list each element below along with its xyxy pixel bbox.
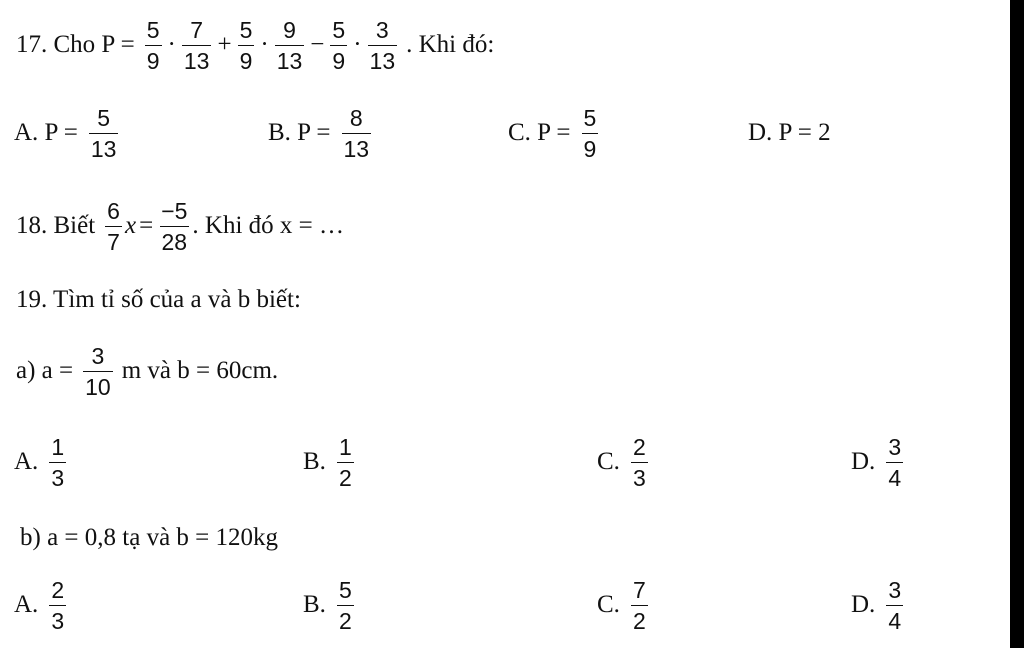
q17-fraction-5: $\frac{5}{9}$ — [332, 16, 346, 74]
q17-prefix: 17. Cho P = — [16, 31, 135, 58]
question-17 — [16, 15, 494, 75]
q17-fraction-1: $\frac{5}{9}$ — [146, 16, 160, 74]
q19a-option-d[interactable]: D. $\frac{3}{4}$ — [851, 433, 902, 491]
question-19-title: 19. Tìm tỉ số của a và b biết: — [16, 286, 301, 313]
q19b-option-d-fraction: $\frac{3}{4}$ — [888, 576, 902, 634]
q19a-option-a[interactable]: A. $\frac{1}{3}$ — [14, 433, 65, 491]
q17-option-b[interactable]: B. P = $\frac{8}{13}$ — [268, 104, 370, 162]
q18-fraction-left: $\frac{6}{7}$ — [107, 197, 120, 255]
q17-operator-3: · — [260, 31, 269, 58]
q19a-option-b-fraction: $\frac{1}{2}$ — [338, 433, 352, 491]
q17-operator-2: + — [217, 31, 232, 58]
q17-option-a-fraction: $\frac{5}{13}$ — [90, 104, 117, 162]
q19b-option-a-fraction: $\frac{2}{3}$ — [51, 576, 65, 634]
question-19a — [16, 341, 278, 401]
q19b-option-b[interactable]: B. $\frac{5}{2}$ — [303, 576, 352, 634]
q17-fraction-2: $\frac{7}{13}$ — [183, 16, 210, 74]
q19b-option-c[interactable]: C. $\frac{7}{2}$ — [597, 576, 646, 634]
right-edge-border — [1010, 0, 1024, 648]
q19a-option-b[interactable]: B. $\frac{1}{2}$ — [303, 433, 352, 491]
q18-equals: = — [139, 212, 154, 239]
q18-suffix: . Khi đó x = … — [192, 212, 345, 239]
q19a-prefix: a) a = — [16, 357, 74, 384]
q18-prefix: 18. Biết — [16, 212, 96, 239]
q17-fraction-3: $\frac{5}{9}$ — [239, 16, 253, 74]
q17-operator-4: − — [310, 31, 325, 58]
q17-option-d[interactable]: D. P = 2 — [748, 119, 831, 146]
q17-option-c-fraction: $\frac{5}{9}$ — [583, 104, 597, 162]
q17-operator-1: · — [167, 31, 176, 58]
q17-suffix: . Khi đó: — [406, 31, 495, 58]
q19b-option-d[interactable]: D. $\frac{3}{4}$ — [851, 576, 902, 634]
q17-option-a[interactable]: A. P = $\frac{5}{13}$ — [14, 104, 117, 162]
q17-option-c[interactable]: C. P = $\frac{5}{9}$ — [508, 104, 597, 162]
q18-fraction-right: $\frac{-5}{28}$ — [161, 197, 188, 255]
q17-option-b-fraction: $\frac{8}{13}$ — [343, 104, 370, 162]
q17-fraction-4: $\frac{9}{13}$ — [276, 16, 303, 74]
q19a-option-a-fraction: $\frac{1}{3}$ — [51, 433, 65, 491]
q18-variable: x — [124, 212, 137, 239]
question-19b: b) a = 0,8 tạ và b = 120kg — [20, 524, 279, 551]
q19a-suffix: m và b = 60cm. — [121, 357, 279, 384]
q19a-option-c[interactable]: C. $\frac{2}{3}$ — [597, 433, 646, 491]
q17-fraction-6: $\frac{3}{13}$ — [369, 16, 396, 74]
q19a-option-d-fraction: $\frac{3}{4}$ — [888, 433, 902, 491]
q19a-option-c-fraction: $\frac{2}{3}$ — [632, 433, 646, 491]
q19b-option-a[interactable]: A. $\frac{2}{3}$ — [14, 576, 65, 634]
question-18 — [16, 196, 344, 256]
q17-operator-5: · — [353, 31, 362, 58]
q19b-option-c-fraction: $\frac{7}{2}$ — [632, 576, 646, 634]
q19a-fraction: $\frac{3}{10}$ — [85, 342, 111, 400]
q19b-option-b-fraction: $\frac{5}{2}$ — [338, 576, 352, 634]
